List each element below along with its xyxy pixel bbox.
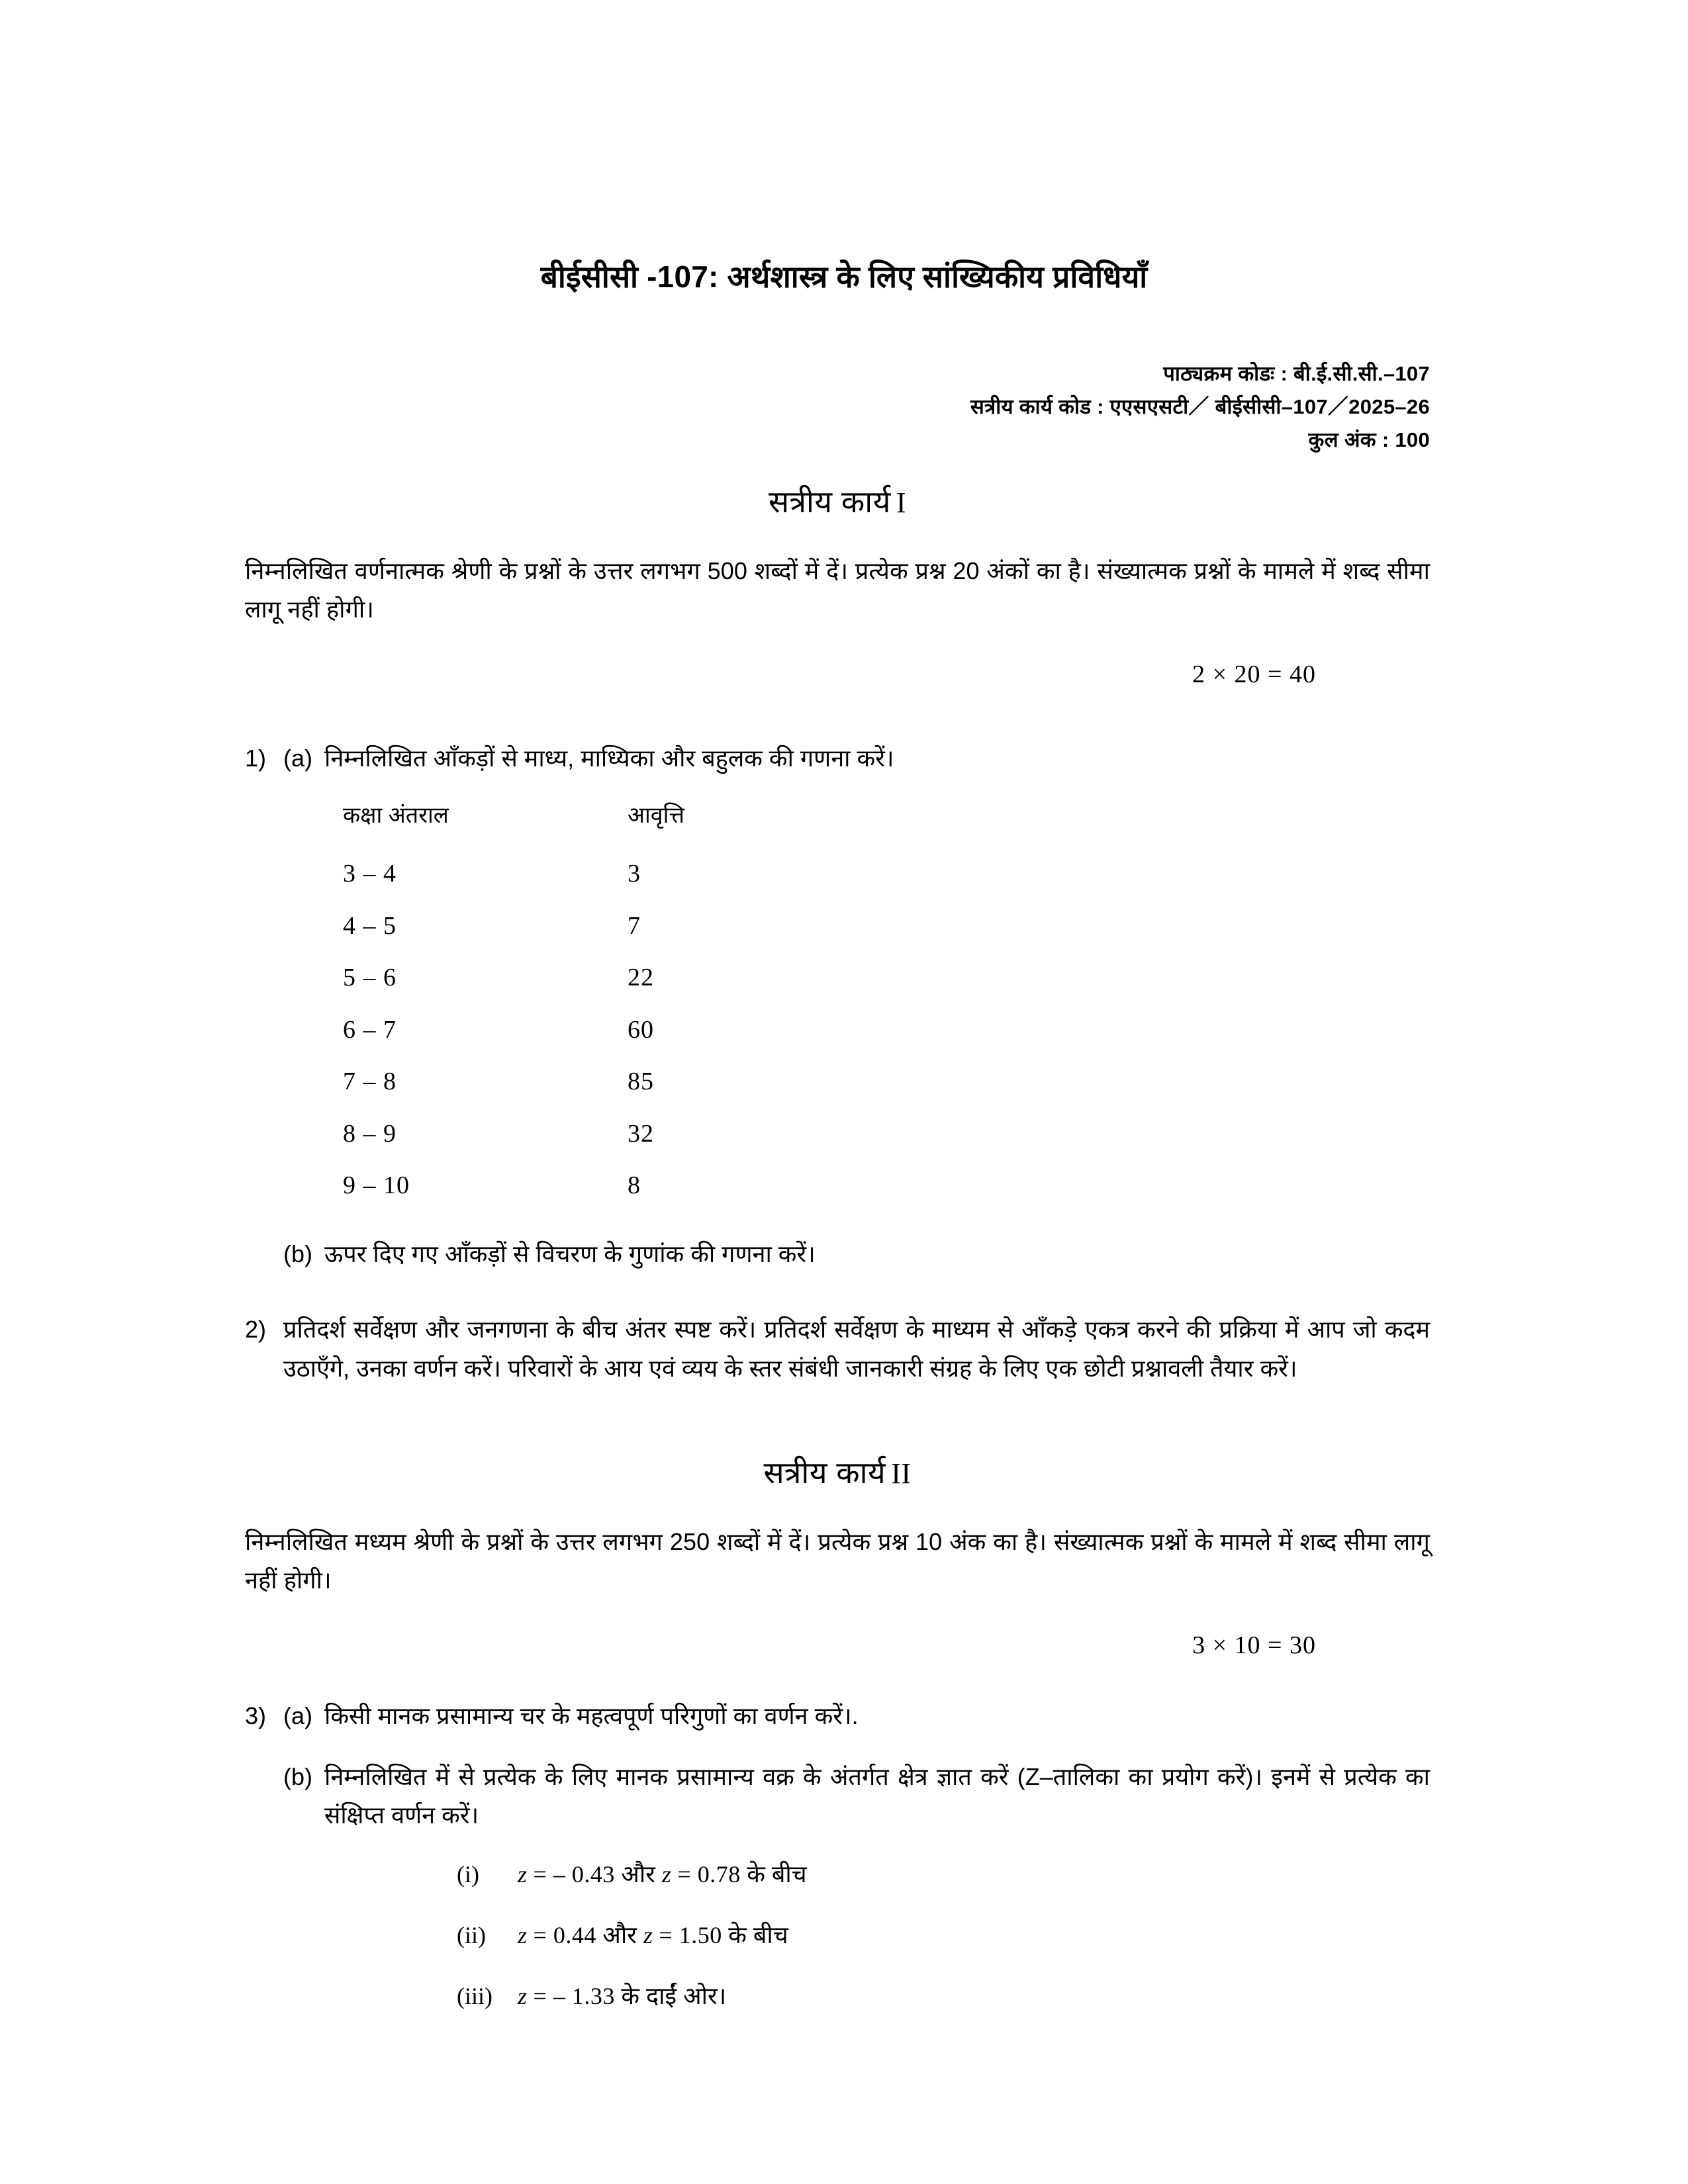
- question-1a-label: (a): [283, 744, 312, 772]
- question-1-number: 1): [245, 744, 267, 772]
- z-conjunction: और: [621, 1860, 662, 1888]
- assignment-2-heading-label: सत्रीय कार्य: [763, 1455, 886, 1490]
- question-3-body: [283, 1697, 1430, 2038]
- course-code: पाठ्यक्रम कोडः : बी.ई.सी.सी.–107: [1163, 361, 1430, 385]
- z-conjunction: और: [602, 1921, 643, 1948]
- z-value-first: = – 1.33: [527, 1983, 622, 2010]
- assignment-2-heading: [245, 1451, 1430, 1492]
- cell-frequency: 85: [628, 1068, 654, 1096]
- question-3a: [283, 1697, 1430, 1735]
- z-variable-second: z: [661, 1860, 671, 1888]
- list-item: [283, 1916, 1430, 1954]
- question-1-body: [283, 739, 1430, 1274]
- z-value-list: [283, 1855, 1430, 2016]
- frequency-table: [343, 792, 826, 1212]
- question-1a: [283, 739, 1430, 778]
- assignment-2-instructions: निम्नलिखित मध्यम श्रेणी के प्रश्नों के उत्तर लगभग 250 शब्दों में दें। प्रत्येक प्रश्न 10 अंक का है। संख्यात्मक प्रश्नों के मामले में शब्द सीमा लागू नहीं होगी।: [245, 1527, 1430, 1594]
- question-3a-label: (a): [283, 1702, 312, 1729]
- table-row: [343, 901, 826, 953]
- column-header-frequency: आवृत्ति: [628, 803, 684, 829]
- spacer: [245, 1388, 1430, 1451]
- table-row: [343, 848, 826, 901]
- z-value-second: = 1.50: [652, 1921, 729, 1948]
- question-3b: [283, 1758, 1430, 1835]
- z-variable: z: [518, 1921, 528, 1948]
- question-2: [245, 1310, 1430, 1388]
- list-item: [283, 1977, 1430, 2015]
- cell-frequency: 32: [628, 1119, 654, 1148]
- cell-interval: 7 – 8: [343, 1068, 397, 1096]
- assignment-1-heading-label: सत्रीय कार्य: [769, 484, 891, 520]
- question-3: [245, 1697, 1430, 2038]
- z-suffix: के बीच: [728, 1921, 788, 1948]
- z-item-label: (ii): [457, 1921, 486, 1948]
- document-content: [245, 258, 1430, 2038]
- question-1b-text: ऊपर दिए गए आँकड़ों से विचरण के गुणांक की गणना करें।: [324, 1240, 816, 1267]
- z-variable: z: [518, 1860, 528, 1888]
- spacer: [283, 1735, 1430, 1758]
- z-suffix: के दाईं ओर।: [621, 1982, 727, 2010]
- cell-interval: 4 – 5: [343, 911, 397, 940]
- cell-interval: 9 – 10: [343, 1171, 410, 1200]
- question-1a-text: निम्नलिखित आँकड़ों से माध्य, माध्यिका और बहुलक की गणना करें।: [324, 744, 894, 772]
- z-value-first: = – 0.43: [527, 1860, 622, 1888]
- question-3b-label: (b): [283, 1762, 312, 1790]
- assignment-1-heading: [245, 480, 1430, 522]
- cell-frequency: 60: [628, 1015, 654, 1044]
- z-item-text: [518, 1977, 1430, 2015]
- spacer: [245, 1273, 1430, 1310]
- z-item-label: (iii): [457, 1983, 492, 2010]
- question-3a-text: किसी मानक प्रसामान्य चर के महत्वपूर्ण परिगुणों का वर्णन करें।.: [324, 1702, 859, 1729]
- z-item-label: (i): [457, 1860, 479, 1888]
- assignment-2-marks: 3 × 10 = 30: [1192, 1631, 1316, 1659]
- cell-interval: 5 – 6: [343, 964, 397, 992]
- question-2-text: प्रतिदर्श सर्वेक्षण और जनगणना के बीच अंतर स्पष्ट करें। प्रतिदर्श सर्वेक्षण के माध्यम से आँकड़े एकत्र करने की प्रक्रिया में आप जो कदम उठाएँगे, उनका वर्णन करें। परिवारों के आय एवं व्यय के स्तर संबंधी जानकारी संग्रह के लिए एक छोटी प्रश्नावली तैयार करें।: [283, 1316, 1430, 1382]
- table-row: [343, 1005, 826, 1057]
- question-3b-text: निम्नलिखित में से प्रत्येक के लिए मानक प्रसामान्य वक्र के अंतर्गत क्षेत्र ज्ञात करें (Z–तालिका का प्रयोग करें)। इनमें से प्रत्येक का संक्षिप्त वर्णन करें।: [324, 1762, 1430, 1829]
- z-variable-second: z: [643, 1921, 653, 1948]
- table-header-row: [343, 792, 826, 848]
- z-value-first: = 0.44: [527, 1921, 603, 1948]
- question-3-number: 3): [245, 1702, 267, 1729]
- question-1b-label: (b): [283, 1240, 312, 1267]
- question-1: [245, 739, 1430, 1274]
- document-meta: [245, 357, 1430, 457]
- z-item-text: [518, 1916, 1430, 1954]
- cell-interval: 6 – 7: [343, 1015, 397, 1044]
- spacer: [283, 1212, 1430, 1235]
- list-item: [283, 1855, 1430, 1893]
- column-header-class-interval: कक्षा अंतराल: [343, 803, 449, 829]
- frequency-table-wrapper: [283, 792, 1430, 1212]
- z-variable: z: [518, 1983, 528, 2010]
- assignment-code: सत्रीय कार्य कोड : एएसएसटी／ बीईसीसी–107／2025–26: [970, 394, 1430, 418]
- assignment-2-heading-numeral: II: [891, 1457, 912, 1490]
- assignment-1-instructions: निम्नलिखित वर्णनात्मक श्रेणी के प्रश्नों के उत्तर लगभग 500 शब्दों में दें। प्रत्येक प्रश्न 20 अंकों का है। संख्यात्मक प्रश्नों के मामले में शब्द सीमा लागू नहीं होगी।: [245, 557, 1430, 623]
- assignment-1-marks: 2 × 20 = 40: [1192, 660, 1316, 688]
- table-row: [343, 952, 826, 1005]
- table-row: [343, 1160, 826, 1212]
- z-suffix: के बीच: [747, 1860, 807, 1888]
- page-title: बीईसीसी -107: अर्थशास्त्र के लिए सांख्यिकीय प्रविधियाँ: [540, 259, 1148, 294]
- total-marks: कुल अंक : 100: [1308, 428, 1430, 451]
- table-row: [343, 1109, 826, 1161]
- cell-interval: 3 – 4: [343, 860, 397, 888]
- spacer: [245, 1660, 1430, 1697]
- cell-frequency: 3: [628, 860, 641, 888]
- z-item-text: [518, 1855, 1430, 1893]
- assignment-1-heading-numeral: I: [896, 486, 906, 520]
- question-1b: [283, 1235, 1430, 1273]
- table-row: [343, 1056, 826, 1109]
- cell-frequency: 7: [628, 911, 641, 940]
- cell-frequency: 22: [628, 964, 654, 992]
- spacer: [245, 689, 1430, 739]
- question-2-number: 2): [245, 1316, 267, 1343]
- cell-interval: 8 – 9: [343, 1119, 397, 1148]
- z-value-second: = 0.78: [671, 1860, 747, 1888]
- cell-frequency: 8: [628, 1171, 641, 1200]
